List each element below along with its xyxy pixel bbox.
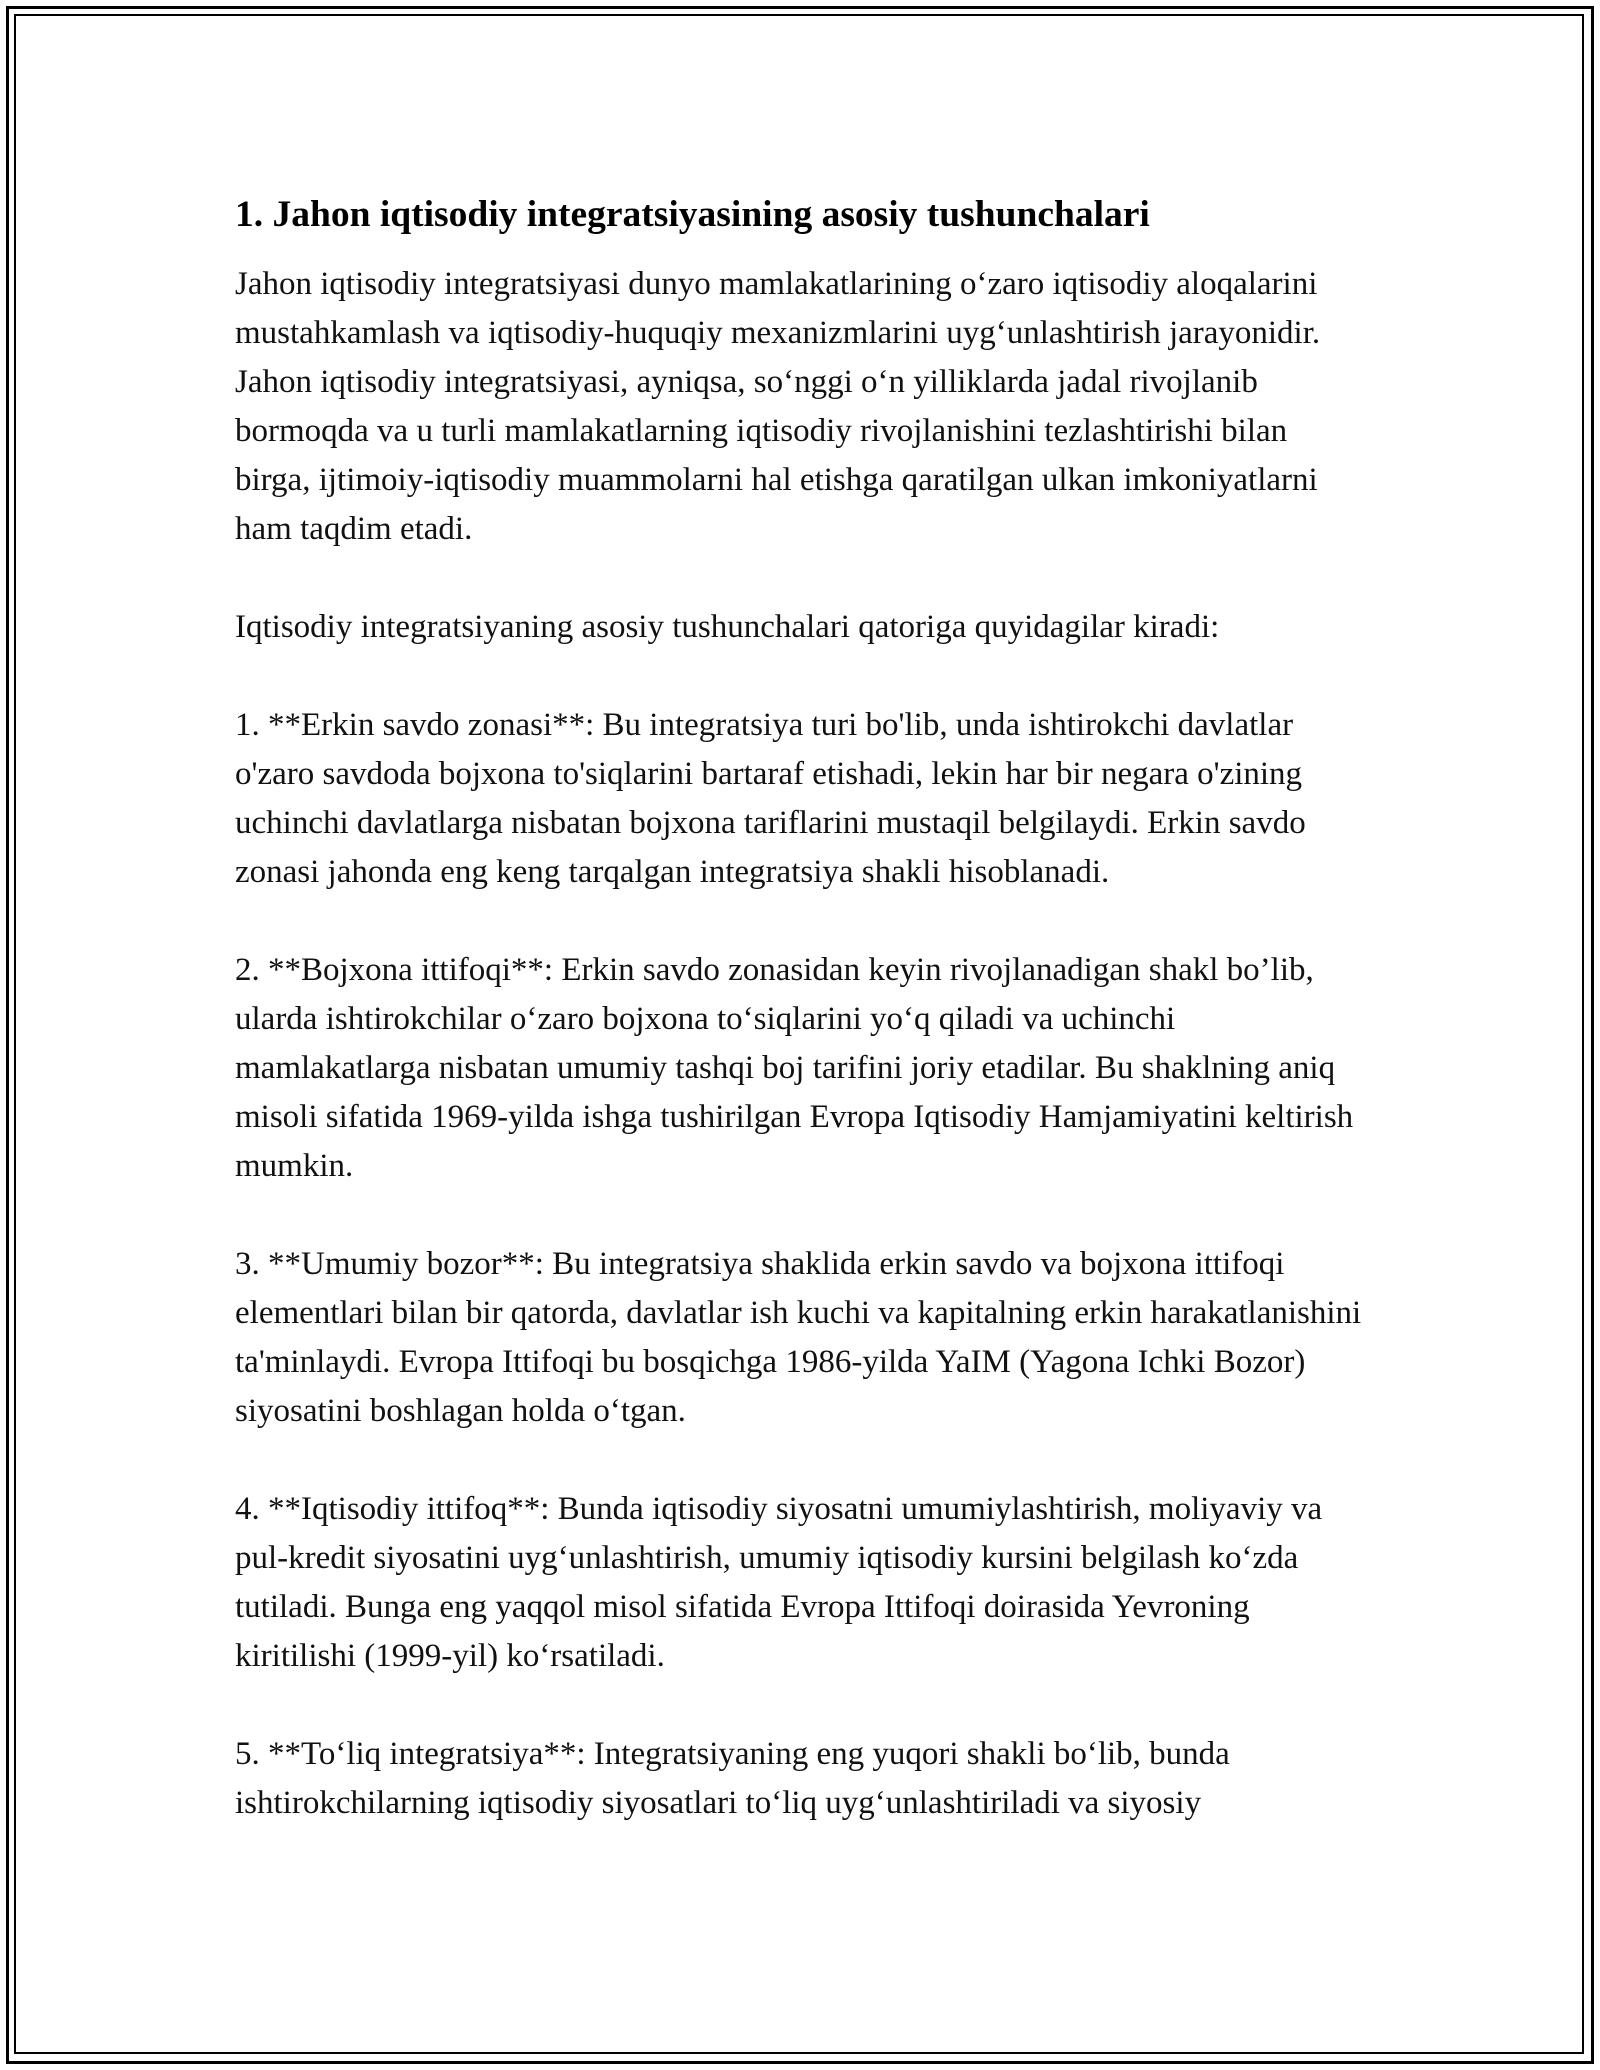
section-heading: 1. Jahon iqtisodiy integratsiyasining asosiy tushunchalari — [235, 194, 1150, 235]
paragraph-free-trade-zone: 1. **Erkin savdo zonasi**: Bu integratsiya turi bo'lib, unda ishtirokchi davlatlar o'zaro savdoda bojxona to'siqlarini bartaraf etishadi, lekin har bir negara o'zining uchinchi davlatlarga nisbatan bojxona tariflarini mustaqil belgilaydi. Erkin savdo zonasi jahonda eng keng tarqalgan integratsiya shakli hisoblanadi. — [235, 707, 1306, 890]
paragraph-concepts-lead: Iqtisodiy integratsiyaning asosiy tushunchalari qatoriga quyidagilar kiradi: — [235, 609, 1220, 645]
paragraph-economic-union: 4. **Iqtisodiy ittifoq**: Bunda iqtisodiy siyosatni umumiylashtirish, moliyaviy va pul-kredit siyosatini uyg‘unlashtirish, umumiy iqtisodiy kursini belgilash ko‘zda tutiladi. Bunga eng yaqqol misol sifatida Evropa Ittifoqi doirasida Yevroning kiritilishi (1999-yil) ko‘rsatiladi. — [235, 1491, 1323, 1674]
document-body — [235, 190, 1365, 1877]
paragraph-common-market: 3. **Umumiy bozor**: Bu integratsiya shaklida erkin savdo va bojxona ittifoqi elementlari bilan bir qatorda, davlatlar ish kuchi va kapitalning erkin harakatlanishini ta'minlaydi. Evropa Ittifoqi bu bosqichga 1986-yilda YaIM (Yagona Ichki Bozor) siyosatini boshlagan holda o‘tgan. — [235, 1246, 1362, 1429]
paragraph-customs-union: 2. **Bojxona ittifoqi**: Erkin savdo zonasidan keyin rivojlanadigan shakl bo’lib, ularda ishtirokchilar o‘zaro bojxona to‘siqlarini yo‘q qiladi va uchinchi mamlakatlarga nisbatan umumiy tashqi boj tarifini joriy etadilar. Bu shaklning aniq misoli sifatida 1969-yilda ishga tushirilgan Evropa Iqtisodiy Hamjamiyatini keltirish mumkin. — [235, 952, 1354, 1184]
paragraph-full-integration: 5. **To‘liq integratsiya**: Integratsiyaning eng yuqori shakli bo‘lib, bunda ishtirokchilarning iqtisodiy siyosatlari to‘liq uyg‘unlashtiriladi va siyosiy — [235, 1736, 1230, 1821]
paragraph-intro: Jahon iqtisodiy integratsiyasi dunyo mamlakatlarining o‘zaro iqtisodiy aloqalarini mustahkamlash va iqtisodiy-huquqiy mexanizmlarini uyg‘unlashtirish jarayonidir. Jahon iqtisodiy integratsiyasi, ayniqsa, so‘nggi o‘n yilliklarda jadal rivojlanib bormoqda va u turli mamlakatlarning iqtisodiy rivojlanishini tezlashtirishi bilan birga, ijtimoiy-iqtisodiy muammolarni hal etishga qaratilgan ulkan imkoniyatlarni ham taqdim etadi. — [235, 266, 1321, 547]
